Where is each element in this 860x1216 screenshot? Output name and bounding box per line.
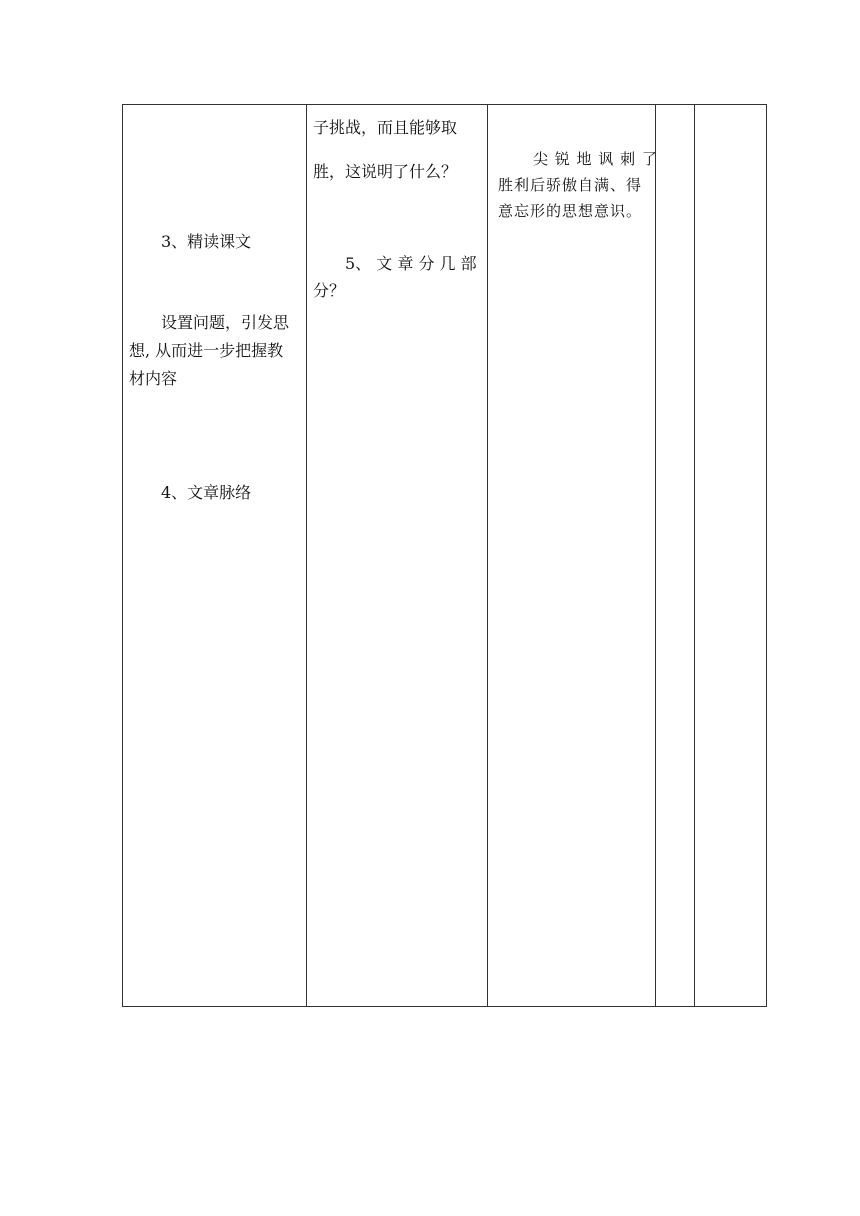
answer-line: 胜利后骄傲自满、得 xyxy=(498,176,643,194)
question-line: 子挑战，而且能够取 xyxy=(313,118,458,137)
lesson-plan-table xyxy=(122,104,767,1007)
answer-cell xyxy=(488,105,658,1006)
step-heading-4: 4、文章脉络 xyxy=(161,483,252,502)
question-5-line: 分？ xyxy=(313,281,346,300)
empty-cell xyxy=(656,105,694,1006)
questions-cell xyxy=(307,105,487,1006)
empty-cell xyxy=(695,105,767,1006)
step-description-line: 材内容 xyxy=(129,369,178,388)
step-description-line: 设置问题，引发思 xyxy=(161,313,290,332)
question-5-line: 5、 文 章 分 几 部 xyxy=(345,254,477,273)
step-description-line: 想, 从而进一步把握教 xyxy=(129,341,284,360)
answer-line: 意忘形的思想意识。 xyxy=(498,202,643,220)
question-line: 胜，这说明了什么？ xyxy=(313,162,458,181)
answer-line: 尖 锐 地 讽 刺 了 xyxy=(533,150,658,168)
step-heading-3: 3、精读课文 xyxy=(161,232,252,251)
teaching-steps-cell xyxy=(123,105,306,1006)
